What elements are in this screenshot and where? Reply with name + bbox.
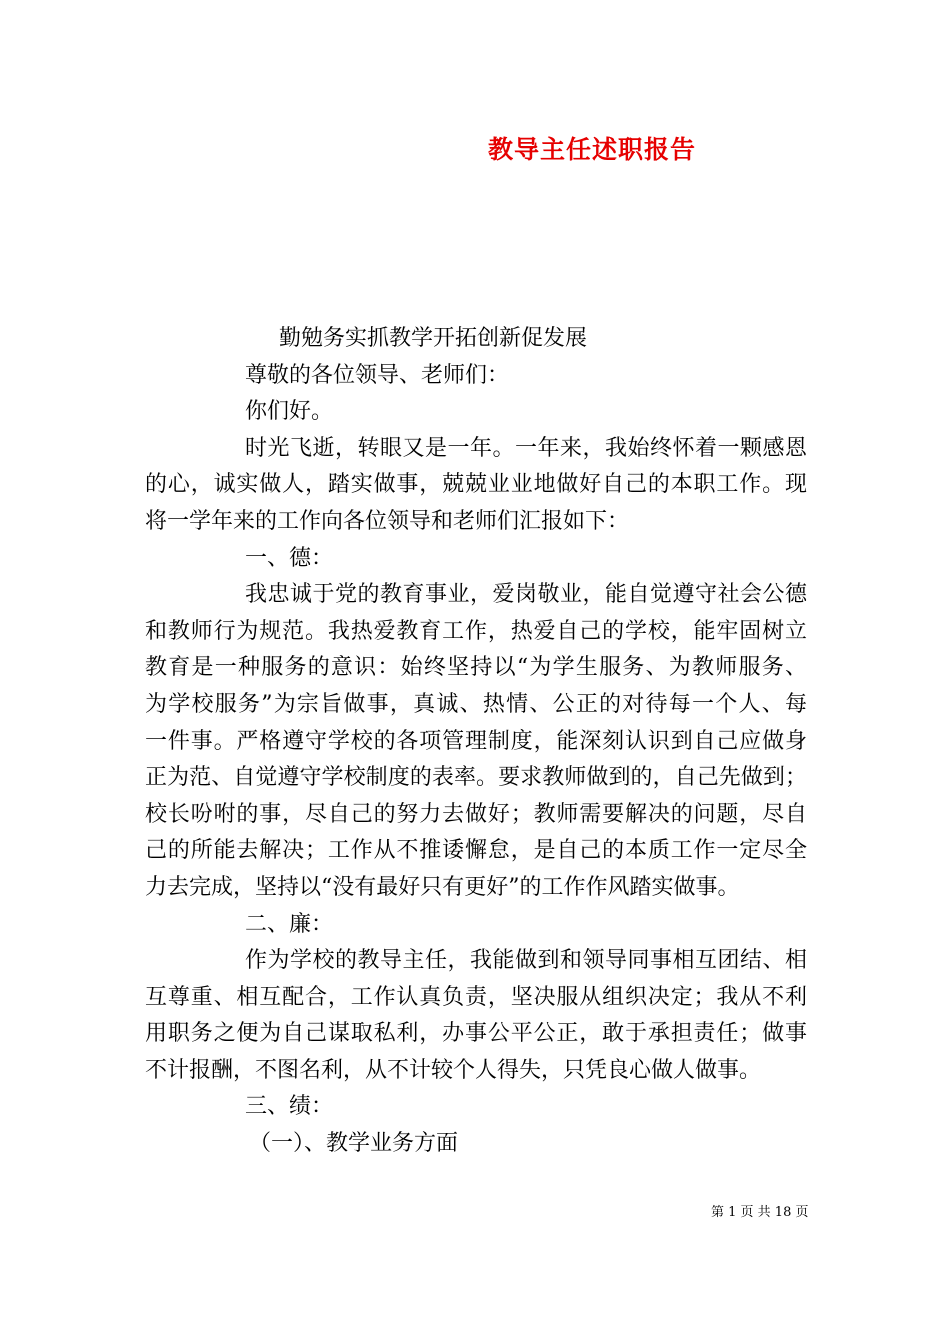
paragraph-line: 我忠诚于党的教育事业，爱岗敬业，能自觉遵守社会公德 <box>245 582 807 608</box>
document-title: 教导主任述职报告 <box>488 135 697 164</box>
section-heading: 一、德： <box>245 545 334 571</box>
document-body <box>145 321 807 1163</box>
paragraph-line: 己的所能去解决；工作从不推诿懈怠，是自己的本质工作一定尽全 <box>145 838 807 864</box>
paragraph-line: 校长吩咐的事，尽自己的努力去做好；教师需要解决的问题，尽自 <box>145 801 807 827</box>
paragraph-line: 互尊重、相互配合，工作认真负责，坚决服从组织决定；我从不利 <box>145 984 807 1010</box>
paragraph-line: 教育是一种服务的意识：始终坚持以“为学生服务、为教师服务、 <box>145 655 807 681</box>
subsection-heading: （一）、教学业务方面 <box>249 1131 459 1157</box>
paragraph-line: 为学校服务”为宗旨做事，真诚、热情、公正的对待每一个人、每 <box>145 691 807 717</box>
paragraph-line: 不计报酬，不图名利，从不计较个人得失，只凭良心做人做事。 <box>145 1057 762 1083</box>
paragraph-line: 将一学年来的工作向各位领导和老师们汇报如下： <box>145 508 630 534</box>
paragraph-line: 正为范、自觉遵守学校制度的表率。要求教师做到的，自己先做到； <box>145 765 807 791</box>
salutation-line: 尊敬的各位领导、老师们： <box>245 362 510 388</box>
section-heading: 二、廉： <box>245 911 334 937</box>
section-heading: 三、绩： <box>245 1094 334 1120</box>
paragraph-line: 时光飞逝，转眼又是一年。一年来，我始终怀着一颗感恩 <box>245 435 807 461</box>
page-number: 第 1 页 共 18 页 <box>711 1205 809 1220</box>
paragraph-line: 一件事。严格遵守学校的各项管理制度，能深刻认识到自己应做身 <box>145 728 807 754</box>
paragraph-line: 作为学校的教导主任，我能做到和领导同事相互团结、相 <box>245 948 807 974</box>
greeting-line: 你们好。 <box>245 399 334 425</box>
paragraph-line: 的心，诚实做人，踏实做事，兢兢业业地做好自己的本职工作。现 <box>145 472 807 498</box>
subtitle-line: 勤勉务实抓教学开拓创新促发展 <box>279 326 588 351</box>
paragraph-line: 和教师行为规范。我热爱教育工作，热爱自己的学校，能牢固树立 <box>145 618 807 644</box>
paragraph-line: 用职务之便为自己谋取私利，办事公平公正，敢于承担责任；做事 <box>145 1021 807 1047</box>
paragraph-line: 力去完成，坚持以“没有最好只有更好”的工作作风踏实做事。 <box>145 874 740 900</box>
